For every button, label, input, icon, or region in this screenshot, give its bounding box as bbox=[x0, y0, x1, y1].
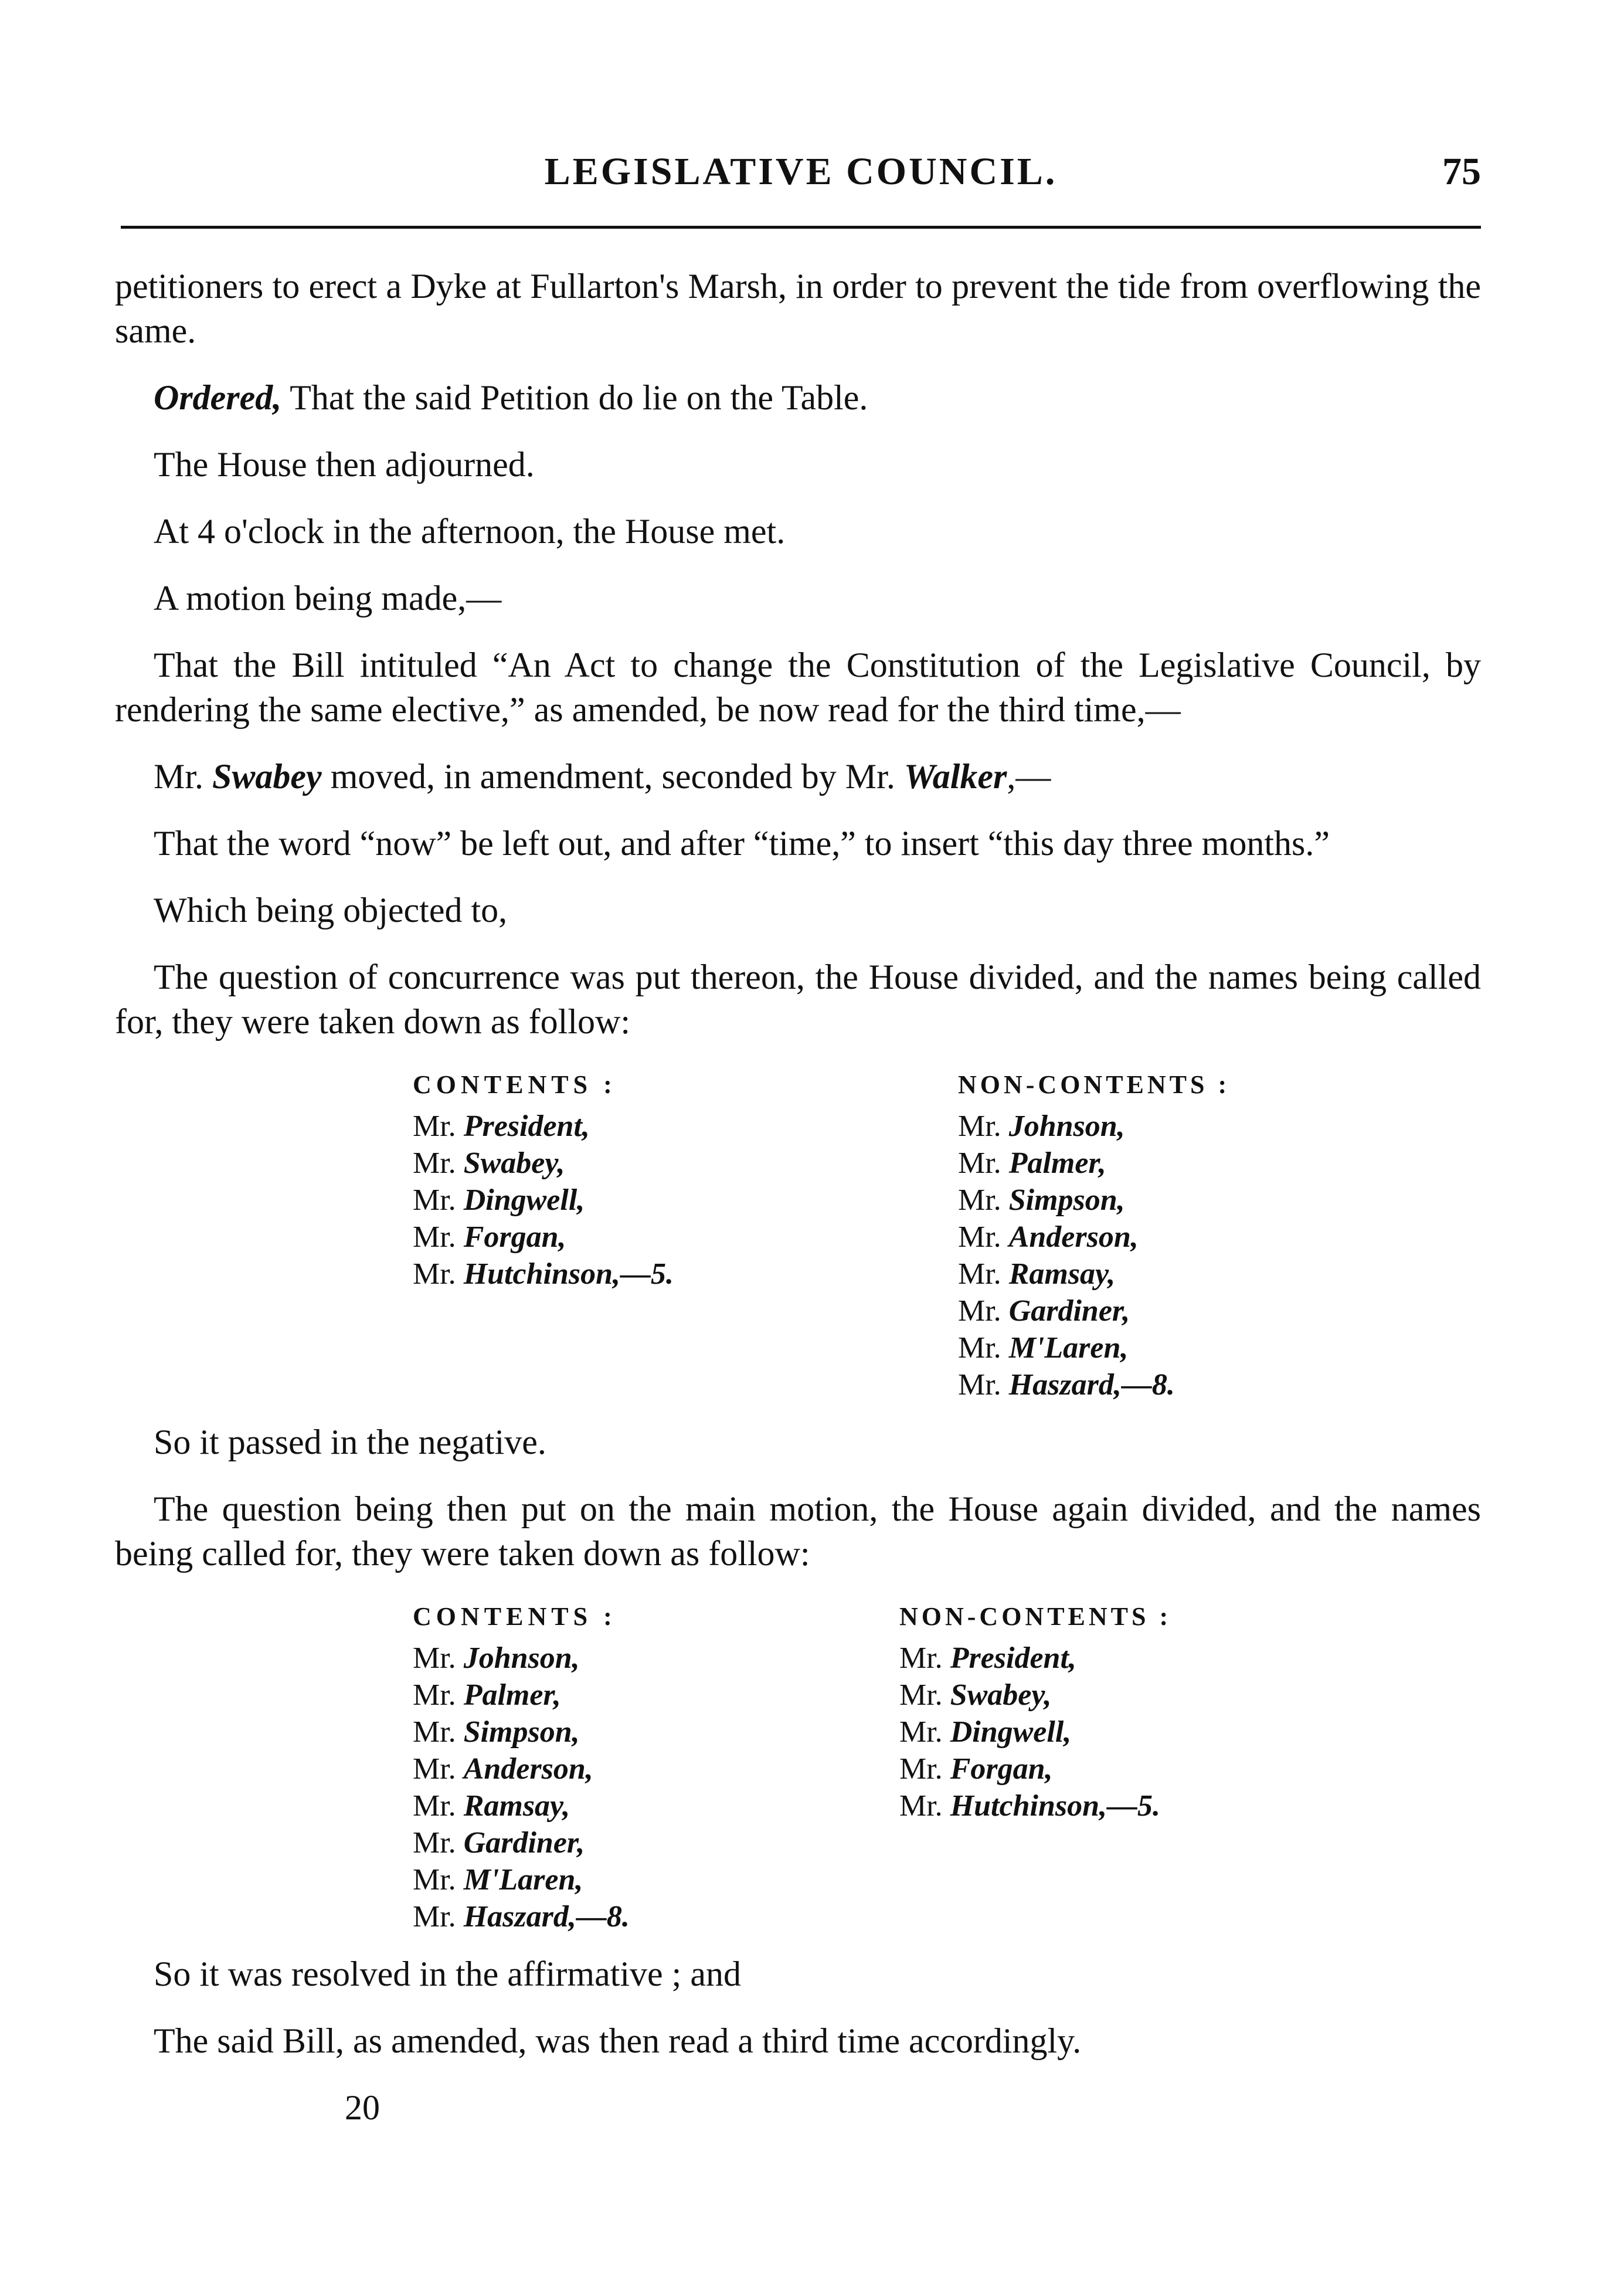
member-entry bbox=[958, 1292, 1427, 1329]
noncontents-list bbox=[958, 1108, 1427, 1403]
member-entry bbox=[413, 1898, 899, 1935]
member-name: Johnson, bbox=[463, 1641, 580, 1675]
paragraph: petitioners to erect a Dyke at Fullarton's Marsh, in order to prevent the tide from overflowing the same. bbox=[115, 267, 1481, 350]
contents-list bbox=[413, 1640, 899, 1935]
member-title: Mr. bbox=[413, 1863, 464, 1897]
paragraph: The question being then put on the main motion, the House again divided, and the names being called for, they were taken down as follow: bbox=[115, 1490, 1481, 1573]
member-name: M'Laren, bbox=[463, 1863, 583, 1897]
contents-column bbox=[413, 1066, 958, 1403]
member-entry bbox=[958, 1256, 1427, 1292]
member-name: Simpson, bbox=[463, 1715, 580, 1749]
member-name: Swabey bbox=[212, 757, 322, 796]
member-entry bbox=[413, 1824, 899, 1861]
member-title: Mr. bbox=[958, 1110, 1009, 1143]
member-title: Mr. bbox=[899, 1752, 950, 1786]
paragraph bbox=[115, 754, 1481, 799]
member-title: Mr. bbox=[413, 1752, 464, 1786]
member-title: Mr. bbox=[413, 1678, 464, 1712]
paragraph: The said Bill, as amended, was then read a third time accordingly. bbox=[154, 2021, 1082, 2060]
paragraph: The House then adjourned. bbox=[154, 445, 535, 484]
member-entry bbox=[413, 1787, 899, 1824]
paragraph bbox=[115, 375, 1481, 420]
member-name: Anderson, bbox=[1008, 1220, 1139, 1254]
member-entry bbox=[413, 1219, 958, 1256]
member-title: Mr. bbox=[958, 1220, 1009, 1254]
division-list-2 bbox=[115, 1598, 1481, 1935]
member-title: Mr. bbox=[413, 1257, 464, 1291]
member-title: Mr. bbox=[958, 1294, 1009, 1328]
member-name: Forgan, bbox=[463, 1220, 566, 1254]
member-title: Mr. bbox=[899, 1789, 950, 1823]
member-title: Mr. bbox=[899, 1641, 950, 1675]
running-title: LEGISLATIVE COUNCIL. bbox=[544, 150, 1058, 193]
member-name: Dingwell, bbox=[463, 1183, 585, 1217]
body-text bbox=[115, 264, 1481, 2130]
member-entry bbox=[413, 1640, 899, 1677]
member-title: Mr. bbox=[413, 1220, 464, 1254]
contents-heading: CONTENTS : bbox=[413, 1602, 617, 1631]
paragraph: That the Bill intituled “An Act to change the Constitution of the Legislative Council, by rendering the same elective,” as amended, be now read for the third time,— bbox=[115, 646, 1481, 729]
page-number: 75 bbox=[1442, 150, 1481, 193]
member-entry bbox=[413, 1714, 899, 1750]
paragraph-text: moved, in amendment, seconded by Mr. bbox=[321, 757, 904, 796]
member-name: Ramsay, bbox=[1008, 1257, 1116, 1291]
member-title: Mr. bbox=[413, 1146, 464, 1180]
member-name: Walker bbox=[903, 757, 1007, 796]
member-entry bbox=[899, 1640, 1368, 1677]
paragraph: Which being objected to, bbox=[154, 891, 508, 929]
member-entry bbox=[958, 1145, 1427, 1182]
member-name: Ramsay, bbox=[463, 1789, 570, 1823]
member-name: Hutchinson,—5. bbox=[950, 1789, 1161, 1823]
member-name: Anderson, bbox=[463, 1752, 593, 1786]
member-entry bbox=[413, 1108, 958, 1145]
member-entry bbox=[958, 1182, 1427, 1219]
member-title: Mr. bbox=[899, 1715, 950, 1749]
paragraph-text: ,— bbox=[1007, 757, 1051, 796]
contents-list bbox=[413, 1108, 958, 1292]
member-name: Swabey, bbox=[950, 1678, 1052, 1712]
member-name: Simpson, bbox=[1008, 1183, 1125, 1217]
member-entry bbox=[413, 1750, 899, 1787]
member-entry bbox=[958, 1366, 1427, 1403]
member-title: Mr. bbox=[958, 1146, 1009, 1180]
paragraph: The question of concurrence was put thereon, the House divided, and the names being called for, they were taken down as follow: bbox=[115, 958, 1481, 1041]
member-entry bbox=[958, 1329, 1427, 1366]
member-name: Palmer, bbox=[1008, 1146, 1106, 1180]
member-title: Mr. bbox=[413, 1183, 464, 1217]
member-entry bbox=[899, 1787, 1368, 1824]
member-name: Dingwell, bbox=[950, 1715, 1072, 1749]
noncontents-column bbox=[958, 1066, 1427, 1403]
paragraph: That the word “now” be left out, and after “time,” to insert “this day three months.” bbox=[154, 824, 1330, 863]
member-name: M'Laren, bbox=[1008, 1331, 1129, 1365]
member-title: Mr. bbox=[413, 1715, 464, 1749]
member-title: Mr. bbox=[958, 1368, 1009, 1402]
member-name: Swabey, bbox=[463, 1146, 565, 1180]
member-title: Mr. bbox=[899, 1678, 950, 1712]
member-entry bbox=[899, 1750, 1368, 1787]
noncontents-heading: NON-CONTENTS : bbox=[899, 1602, 1172, 1631]
noncontents-heading: NON-CONTENTS : bbox=[958, 1070, 1231, 1099]
running-head bbox=[121, 150, 1481, 196]
paragraph-text: That the said Petition do lie on the Table. bbox=[281, 378, 868, 417]
signature-mark: 20 bbox=[345, 2088, 380, 2127]
member-title: Mr. bbox=[958, 1183, 1009, 1217]
member-entry bbox=[413, 1861, 899, 1898]
paragraph: So it passed in the negative. bbox=[154, 1423, 546, 1461]
member-name: Gardiner, bbox=[463, 1826, 585, 1860]
member-title: Mr. bbox=[958, 1331, 1009, 1365]
member-entry bbox=[899, 1677, 1368, 1714]
member-title: Mr. bbox=[413, 1110, 464, 1143]
member-title: Mr. bbox=[413, 1789, 464, 1823]
member-name: Haszard,—8. bbox=[463, 1900, 630, 1933]
member-entry bbox=[413, 1145, 958, 1182]
member-name: Forgan, bbox=[950, 1752, 1053, 1786]
member-entry bbox=[413, 1182, 958, 1219]
member-entry bbox=[413, 1677, 899, 1714]
noncontents-column bbox=[899, 1598, 1368, 1935]
contents-column bbox=[413, 1598, 899, 1935]
member-entry bbox=[899, 1714, 1368, 1750]
paragraph-text: Mr. bbox=[154, 757, 213, 796]
paragraph: At 4 o'clock in the afternoon, the House met. bbox=[154, 512, 786, 551]
contents-heading: CONTENTS : bbox=[413, 1070, 617, 1099]
noncontents-list bbox=[899, 1640, 1368, 1824]
member-name: President, bbox=[463, 1110, 590, 1143]
member-title: Mr. bbox=[413, 1641, 464, 1675]
ordered-label: Ordered, bbox=[154, 378, 282, 417]
member-entry bbox=[958, 1108, 1427, 1145]
member-name: Palmer, bbox=[463, 1678, 561, 1712]
member-name: Johnson, bbox=[1008, 1110, 1125, 1143]
paragraph: A motion being made,— bbox=[154, 579, 502, 618]
member-name: President, bbox=[950, 1641, 1076, 1675]
member-title: Mr. bbox=[958, 1257, 1009, 1291]
header-rule bbox=[121, 226, 1481, 229]
division-list-1 bbox=[115, 1066, 1481, 1403]
member-entry bbox=[413, 1256, 958, 1292]
member-entry bbox=[958, 1219, 1427, 1256]
paragraph: So it was resolved in the affirmative ; and bbox=[154, 1955, 741, 1993]
member-title: Mr. bbox=[413, 1900, 464, 1933]
member-title: Mr. bbox=[413, 1826, 464, 1860]
member-name: Gardiner, bbox=[1008, 1294, 1130, 1328]
member-name: Hutchinson,—5. bbox=[463, 1257, 674, 1291]
member-name: Haszard,—8. bbox=[1008, 1368, 1175, 1402]
